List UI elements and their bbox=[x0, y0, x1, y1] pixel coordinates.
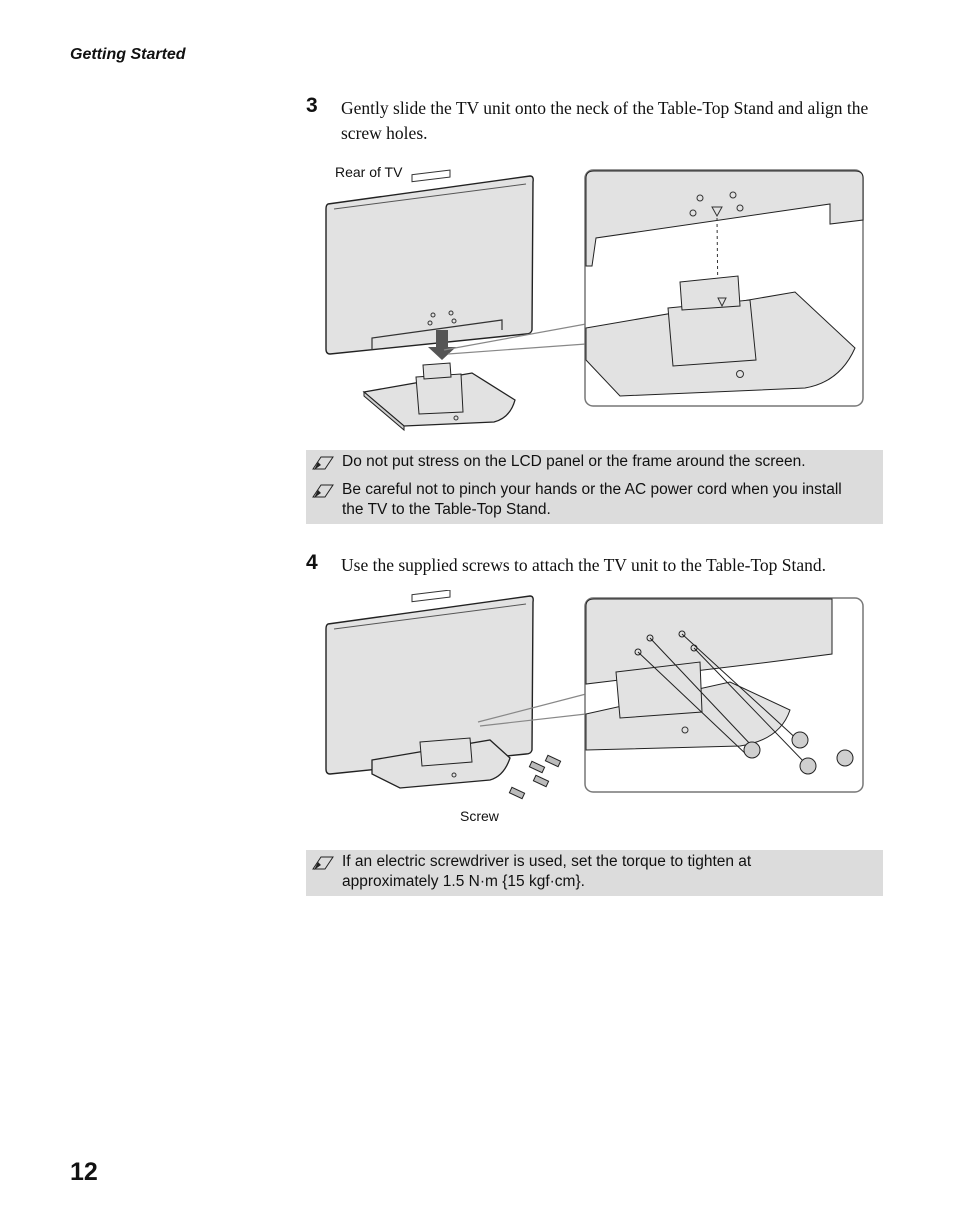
note-box-step3 bbox=[306, 450, 883, 524]
pencil-note-icon bbox=[311, 453, 335, 471]
step-text: Use the supplied screws to attach the TV unit to the Table-Top Stand. bbox=[341, 555, 827, 575]
note-item bbox=[306, 852, 803, 892]
screw-label: Screw bbox=[460, 808, 499, 824]
pencil-note-icon bbox=[311, 853, 335, 871]
figure-attach-screws bbox=[320, 590, 870, 830]
rear-of-tv-label: Rear of TV bbox=[335, 164, 403, 180]
step-number: 4 bbox=[306, 551, 318, 574]
note-text: Be careful not to pinch your hands or the AC power cord when you install the TV to the Table-Top Stand. bbox=[342, 481, 842, 518]
note-item bbox=[306, 480, 863, 520]
note-item bbox=[306, 452, 873, 472]
note-box-step4 bbox=[306, 850, 883, 896]
screws-illustration bbox=[320, 590, 870, 830]
step-text: Gently slide the TV unit onto the neck of the Table-Top Stand and align the screw holes. bbox=[341, 98, 869, 143]
tv-stand-illustration bbox=[320, 160, 870, 440]
note-text: If an electric screwdriver is used, set the torque to tighten at approximately 1.5 N·m {15 kgf·cm}. bbox=[342, 853, 752, 890]
pencil-note-icon bbox=[311, 481, 335, 499]
figure-tv-onto-stand bbox=[320, 160, 870, 440]
section-header: Getting Started bbox=[70, 46, 186, 63]
page-number: 12 bbox=[70, 1158, 98, 1186]
step-number: 3 bbox=[306, 94, 318, 117]
note-text: Do not put stress on the LCD panel or the frame around the screen. bbox=[342, 453, 806, 470]
